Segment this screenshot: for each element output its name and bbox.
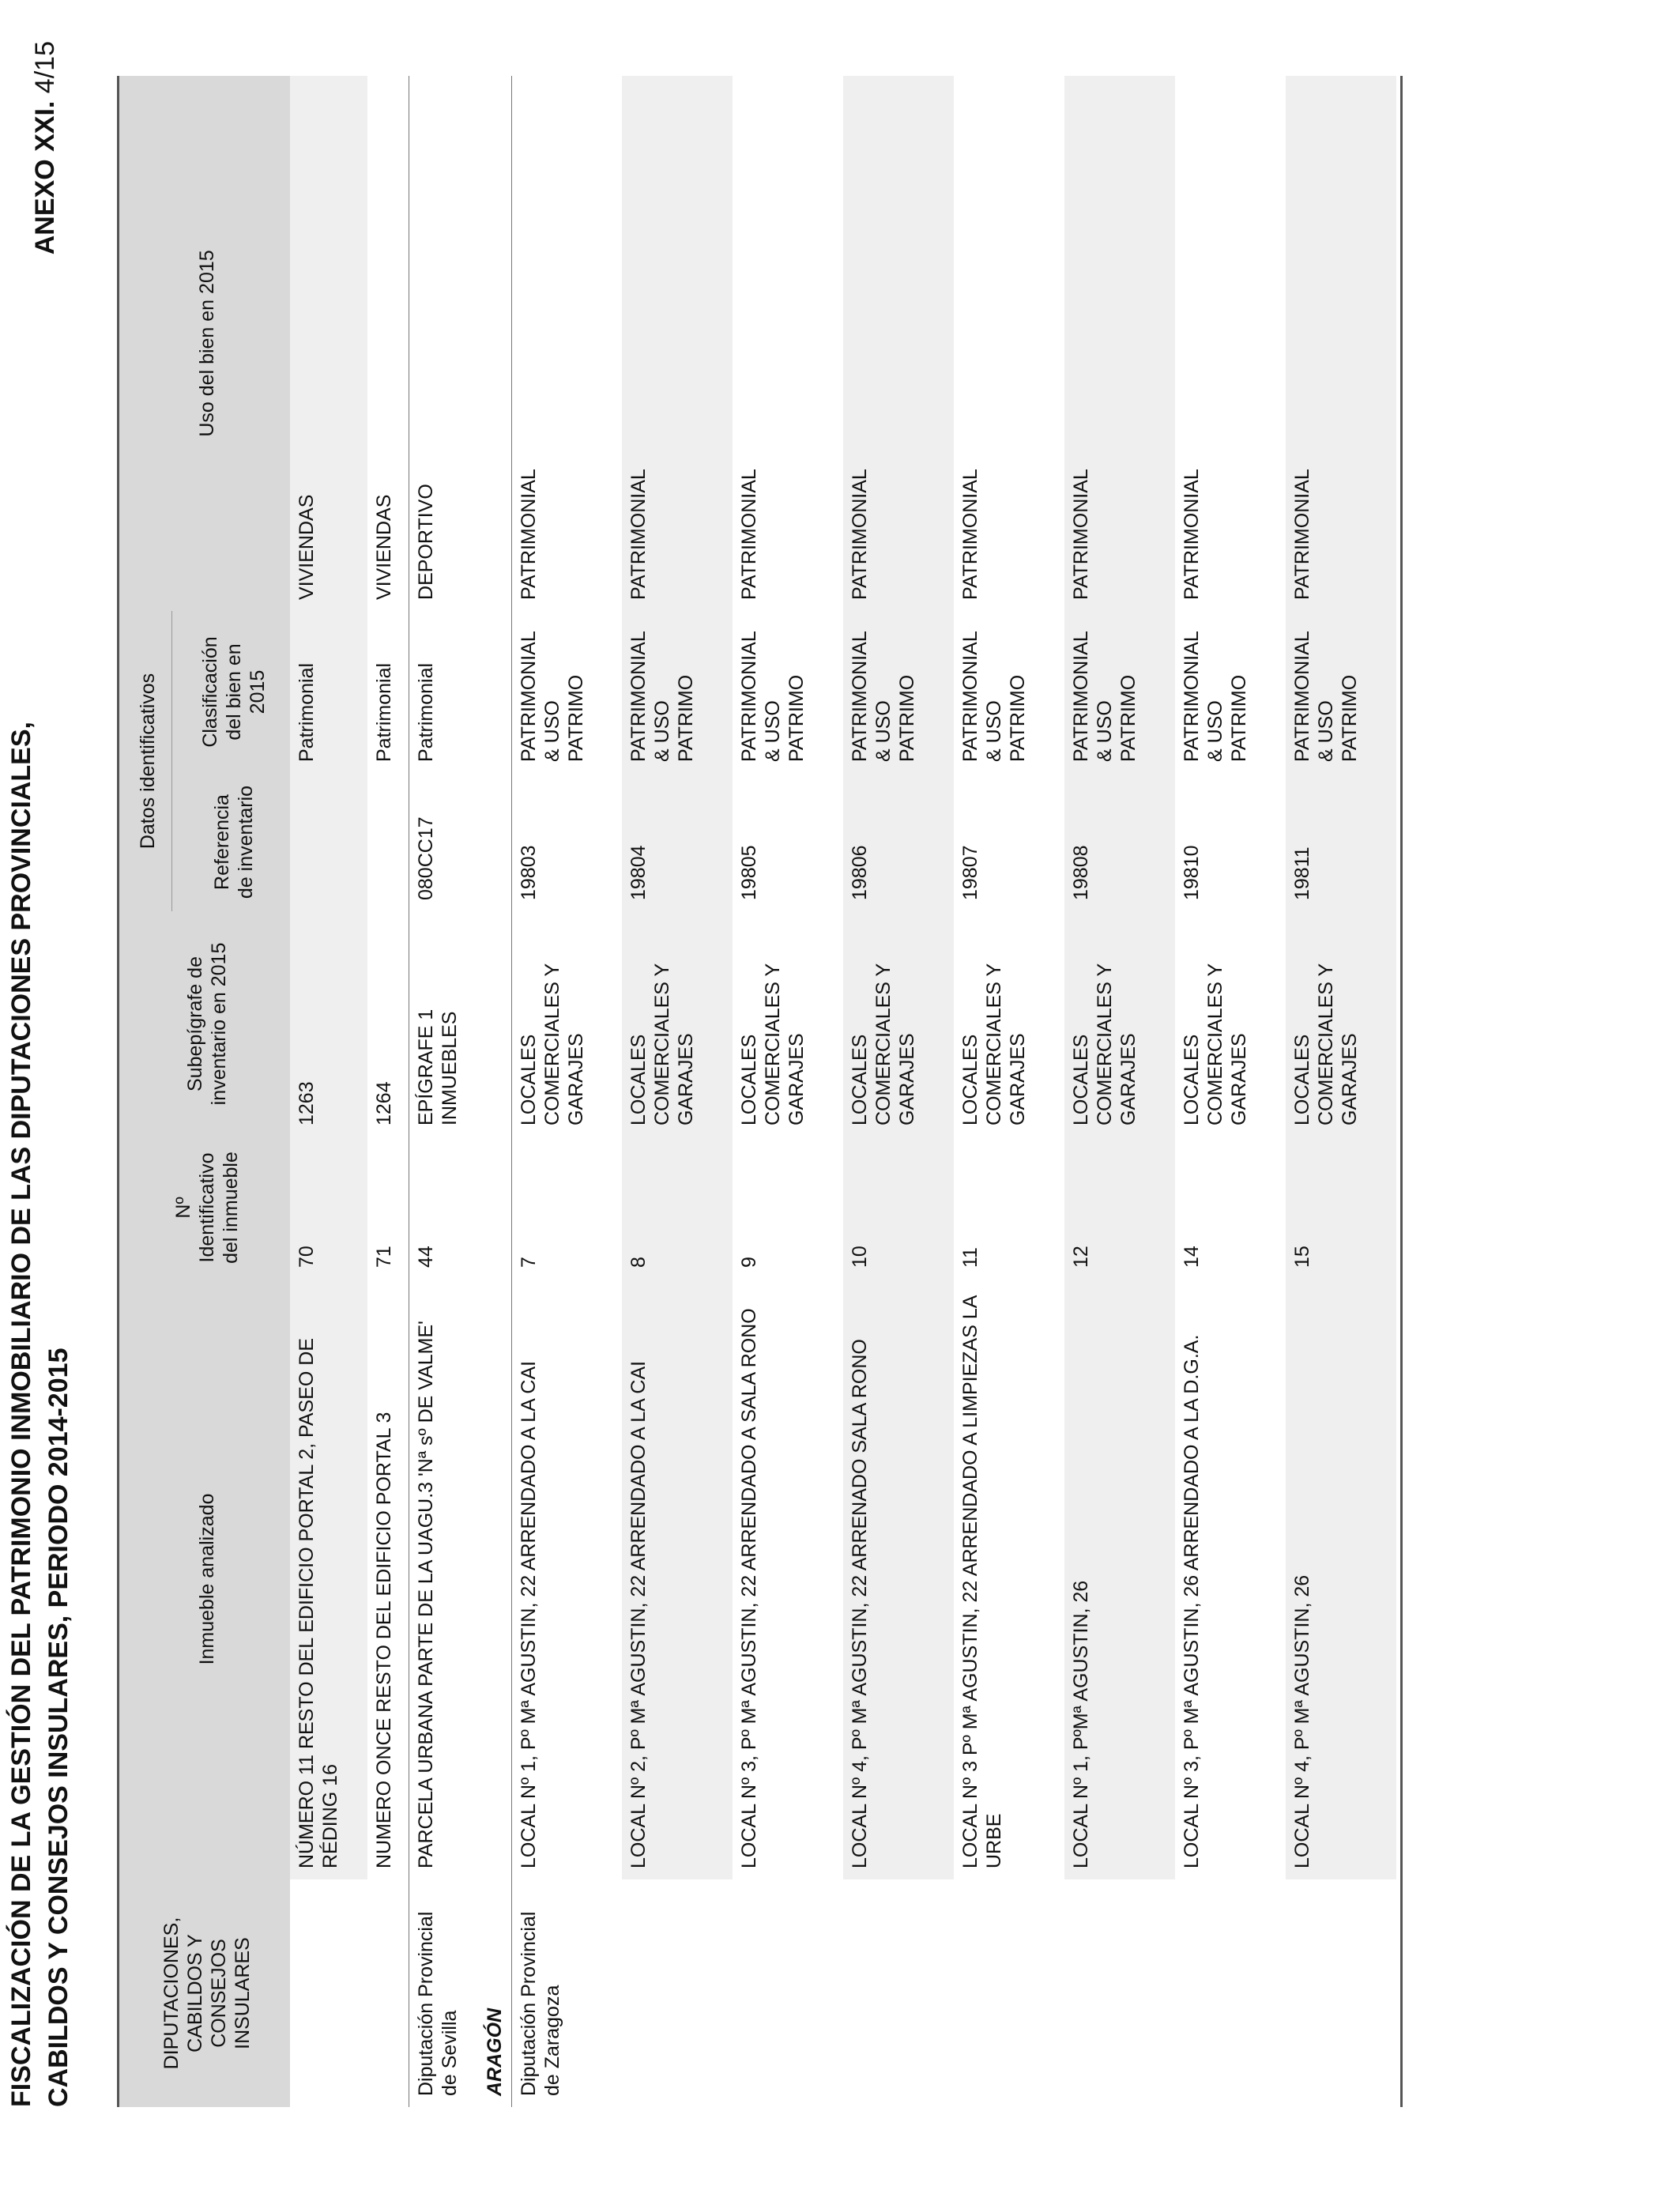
cell-uso: PATRIMONIAL	[622, 76, 733, 611]
table-row	[409, 76, 481, 2107]
cell-clasificacion: Patrimonial	[290, 611, 367, 773]
annex-page: 4/15	[30, 41, 60, 94]
cell-id: 14	[1181, 1246, 1203, 1268]
table-row	[622, 76, 733, 2107]
annex-label	[30, 41, 61, 254]
header-subepigrafe: Subepígrafe de inventario en 2015	[119, 911, 291, 1137]
cell-entity	[290, 1879, 367, 2107]
cell-clasificacion: PATRIMONIAL & USO PATRIMO	[738, 631, 808, 762]
cell-id: 9	[738, 1257, 760, 1268]
cell-id: 10	[843, 1137, 954, 1279]
cell-id: 8	[622, 1137, 733, 1279]
cell-entity	[1064, 1879, 1175, 2107]
cell-referencia: 080CC17	[409, 773, 481, 911]
table-row	[843, 76, 954, 2107]
cell-entity	[843, 1879, 954, 2107]
cell-entity	[733, 1879, 843, 2107]
cell-subepigrafe: 1264	[373, 1081, 395, 1125]
header-group: Datos identificativos	[119, 611, 172, 911]
cell-subepigrafe: LOCALES COMERCIALES Y GARAJES	[959, 963, 1029, 1125]
header-entity: DIPUTACIONES, CABILDOS Y CONSEJOS INSULARES	[119, 1879, 291, 2107]
cell-referencia: 19811	[1286, 773, 1396, 911]
table-row	[511, 76, 622, 2107]
cell-subepigrafe: EPÍGRAFE 1 INMUEBLES	[409, 911, 481, 1137]
cell-entity: Diputación Provincial de Zaragoza	[517, 1911, 563, 2096]
cell-clasificacion: PATRIMONIAL & USO PATRIMO	[959, 631, 1029, 762]
cell-property: LOCAL Nº 3, Pº Mª AGUSTIN, 22 ARRENDADO A SALA RONO	[738, 1308, 760, 1868]
table-row	[733, 76, 843, 2107]
cell-entity	[1175, 1879, 1286, 2107]
table-row	[1175, 76, 1286, 2107]
cell-property: LOCAL Nº 1, Pº Mª AGUSTIN, 22 ARRENDADO A LA CAI	[517, 1360, 540, 1868]
cell-subepigrafe: 1263	[290, 911, 367, 1137]
cell-id: 44	[409, 1137, 481, 1279]
cell-clasificacion: PATRIMONIAL & USO PATRIMO	[1286, 611, 1396, 773]
cell-subepigrafe: LOCALES COMERCIALES Y GARAJES	[1286, 911, 1396, 1137]
cell-property: LOCAL Nº 1, PºMª AGUSTIN, 26	[1064, 1279, 1175, 1879]
cell-uso: DEPORTIVO	[409, 76, 481, 611]
cell-clasificacion: Patrimonial	[409, 611, 481, 773]
table-row	[1286, 76, 1396, 2107]
cell-property: LOCAL Nº 4, Pº Mª AGUSTIN, 26	[1286, 1279, 1396, 1879]
cell-property: LOCAL Nº 3 Pº Mª AGUSTIN, 22 ARRENDADO A LIMPIEZAS LA URBE	[959, 1295, 1005, 1868]
region-label: ARAGÓN	[481, 76, 511, 2107]
cell-subepigrafe: LOCALES COMERCIALES Y GARAJES	[738, 963, 808, 1125]
cell-uso: VIVIENDAS	[373, 494, 395, 600]
cell-property: NÚMERO 11 RESTO DEL EDIFICIO PORTAL 2, PASEO DE RÉDING 16	[290, 1279, 367, 1879]
header-uso: Uso del bien en 2015	[119, 76, 291, 611]
cell-property: PARCELA URBANA PARTE DE LA UAGU.3 'Nª sº DE VALME'	[409, 1279, 481, 1879]
cell-entity	[367, 1879, 409, 2107]
cell-referencia: 19804	[622, 773, 733, 911]
header-property: Inmueble analizado	[119, 1279, 291, 1879]
table-row	[367, 76, 409, 2107]
cell-referencia: 19808	[1064, 773, 1175, 911]
cell-entity	[622, 1879, 733, 2107]
annex-number: ANEXO XXI.	[30, 100, 60, 255]
cell-clasificacion: PATRIMONIAL & USO PATRIMO	[517, 631, 587, 762]
cell-clasificacion: Patrimonial	[373, 662, 395, 762]
cell-uso: PATRIMONIAL	[517, 469, 540, 600]
cell-uso: PATRIMONIAL	[738, 469, 760, 600]
cell-uso: PATRIMONIAL	[1181, 469, 1203, 600]
cell-clasificacion: PATRIMONIAL & USO PATRIMO	[1064, 611, 1175, 773]
cell-id: 70	[290, 1137, 367, 1279]
cell-property: NUMERO ONCE RESTO DEL EDIFICIO PORTAL 3	[373, 1412, 395, 1868]
cell-uso: VIVIENDAS	[290, 76, 367, 611]
cell-property: LOCAL Nº 2, Pº Mª AGUSTIN, 22 ARRENDADO A LA CAI	[622, 1279, 733, 1879]
cell-referencia: 19807	[959, 845, 981, 900]
cell-id: 7	[517, 1257, 540, 1268]
cell-uso: PATRIMONIAL	[1064, 76, 1175, 611]
cell-subepigrafe: LOCALES COMERCIALES Y GARAJES	[1181, 963, 1250, 1125]
cell-referencia: 19803	[517, 845, 540, 900]
region-row	[481, 76, 511, 2107]
inventory-table	[117, 76, 1396, 2107]
cell-uso: PATRIMONIAL	[959, 469, 981, 600]
cell-property: LOCAL Nº 4, Pº Mª AGUSTIN, 22 ARRENADO SALA RONO	[843, 1279, 954, 1879]
header-id: Nº Identificativo del inmueble	[119, 1137, 291, 1279]
cell-subepigrafe: LOCALES COMERCIALES Y GARAJES	[1064, 911, 1175, 1137]
cell-clasificacion: PATRIMONIAL & USO PATRIMO	[1181, 631, 1250, 762]
table-bottom-rule	[1400, 76, 1403, 2107]
cell-referencia: 19810	[1181, 845, 1203, 900]
cell-subepigrafe: LOCALES COMERCIALES Y GARAJES	[843, 911, 954, 1137]
cell-entity	[1286, 1879, 1396, 2107]
cell-referencia	[290, 773, 367, 911]
cell-uso: PATRIMONIAL	[843, 76, 954, 611]
table-row	[1064, 76, 1175, 2107]
cell-clasificacion: PATRIMONIAL & USO PATRIMO	[843, 611, 954, 773]
cell-referencia: 19806	[843, 773, 954, 911]
cell-subepigrafe: LOCALES COMERCIALES Y GARAJES	[517, 963, 587, 1125]
table-row	[954, 76, 1064, 2107]
cell-id: 12	[1064, 1137, 1175, 1279]
cell-entity: Diputación Provincial de Sevilla	[409, 1879, 481, 2107]
cell-property: LOCAL Nº 3, Pº Mª AGUSTIN, 26 ARRENDADO A LA D.G.A.	[1181, 1334, 1203, 1868]
table-row	[290, 76, 367, 2107]
cell-id: 11	[959, 1247, 981, 1268]
document-title-line-1: FISCALIZACIÓN DE LA GESTIÓN DEL PATRIMONIO INMOBILIARIO DE LAS DIPUTACIONES PROVINCIALES,	[6, 722, 36, 2107]
cell-clasificacion: PATRIMONIAL & USO PATRIMO	[622, 611, 733, 773]
document-title-line-2: CABILDOS Y CONSEJOS INSULARES, PERIODO 2014-2015	[43, 1348, 73, 2107]
header-referencia: Referencia de inventario	[172, 773, 291, 911]
cell-entity	[954, 1879, 1064, 2107]
cell-id: 71	[373, 1246, 395, 1268]
cell-referencia	[367, 773, 409, 911]
cell-subepigrafe: LOCALES COMERCIALES Y GARAJES	[622, 911, 733, 1137]
cell-id: 15	[1286, 1137, 1396, 1279]
cell-uso: PATRIMONIAL	[1286, 76, 1396, 611]
cell-referencia: 19805	[738, 845, 760, 900]
header-clasificacion: Clasificación del bien en 2015	[172, 611, 291, 773]
